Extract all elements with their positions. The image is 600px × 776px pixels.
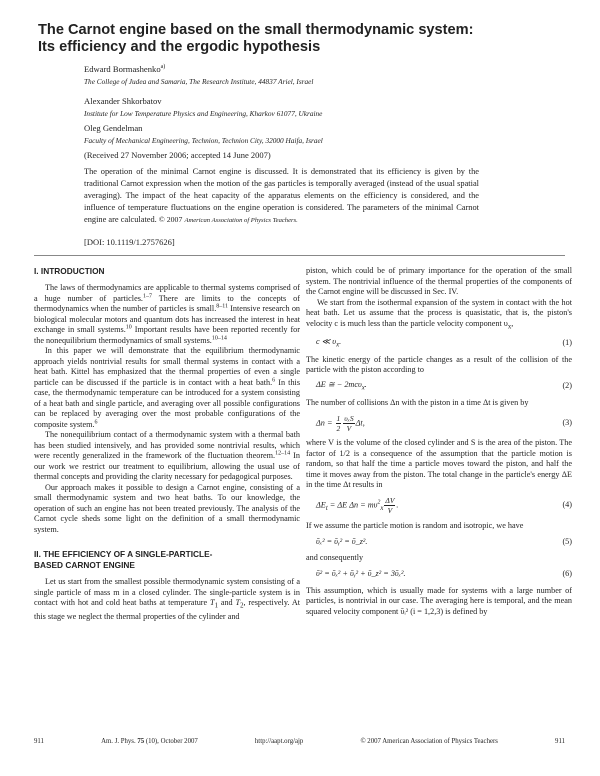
paragraph: This assumption, which is usually made for systems with a large number of particles, is nontrivial in our case. The averaging here is temporal, and the mean squared velocity component ῡᵢ² (i = 1,2,3) is defined by bbox=[306, 585, 572, 616]
citation[interactable]: 8–11 bbox=[216, 303, 229, 310]
title-line-2: Its efficiency and the ergodic hypothesis bbox=[38, 39, 321, 55]
citation[interactable]: 12–14 bbox=[275, 450, 291, 457]
author-1 bbox=[84, 64, 165, 74]
paragraph: If we assume the particle motion is random and isotropic, we have bbox=[306, 520, 524, 530]
paragraph: The number of collisions Δn with the piston in a time Δt is given by bbox=[306, 397, 529, 407]
section-divider bbox=[34, 255, 565, 256]
abstract-copyright-holder: American Association of Physics Teachers. bbox=[184, 216, 298, 224]
equation-number: (2) bbox=[562, 381, 572, 391]
citation[interactable]: 10 bbox=[125, 324, 132, 331]
equation-5: ῡₓ² = ῡᵧ² = ῡ_z². (5) bbox=[316, 536, 572, 546]
left-column bbox=[34, 266, 300, 623]
paragraph: The kinetic energy of the particle changes as a result of the collision of the particle with the piston according to bbox=[306, 354, 572, 375]
doi-link[interactable]: [DOI: 10.1119/1.2757626] bbox=[84, 237, 175, 247]
author-name: Edward Bormashenko bbox=[84, 64, 161, 74]
abstract bbox=[84, 166, 479, 227]
paragraph: In this paper we will demonstrate that the equilibrium thermodynamic approach yields nontrivial results for small thermal systems in contact with a heat bath. Kittel has emphasized that the thermal properties of even a single particle can be discussed if the particle is in contact with a heat bath.$^6$ In this case, the thermodynamic temperature can be introduced for a system consisting of a heat bath and single particle, and averaging over all possible configurations can be replaced by averaging over the most probable configurations of the composite system.$^6$ bbox=[34, 346, 300, 429]
author-footnote-mark[interactable]: a) bbox=[160, 64, 166, 71]
paragraph: where V is the volume of the closed cylinder and S is the area of the piston. The factor of 1/2 is a consequence of the assumption that the particle motion is random, so that half the time a particle moves toward the piston, and half the time it moves away from the piston. The total change in the particle's energy ΔE in the time Δt results in bbox=[306, 438, 572, 490]
page-number-left: 911 bbox=[34, 738, 44, 745]
equation-3: Δn = $\frac{1}{2}$ $\frac{\text{υₓS}}{V}$ Δt, (3) bbox=[316, 413, 572, 433]
equation-4: $\Delta E_t = \Delta E$ $\Delta n = m\upsilon^2_x$ $\frac{\Delta V}{V}$ . (4) bbox=[316, 496, 572, 516]
right-column bbox=[306, 266, 572, 617]
received-dates: (Received 27 November 2006; accepted 14 June 2007) bbox=[84, 150, 271, 160]
equation-number: (6) bbox=[562, 569, 572, 579]
equation-2: ΔE ≅ − 2mcυ$_x$. (2) bbox=[316, 379, 572, 392]
equation-6: ῡ² = ῡₓ² + ῡᵧ² + ῡ_z² = 3ῡₓ². (6) bbox=[316, 569, 572, 579]
citation[interactable]: 6 bbox=[272, 376, 276, 383]
citation[interactable]: 6 bbox=[94, 418, 98, 425]
citation[interactable]: 10–14 bbox=[211, 334, 227, 341]
affiliation-1: The College of Judea and Samaria, The Research Institute, 44837 Ariel, Israel bbox=[84, 77, 314, 86]
paper-title bbox=[38, 22, 558, 56]
author-3: Oleg Gendelman bbox=[84, 123, 143, 133]
equation-number: (4) bbox=[562, 500, 572, 510]
section-heading-efficiency: II. THE EFFICIENCY OF A SINGLE-PARTICLE- BASED CARNOT ENGINE bbox=[34, 549, 213, 570]
citation[interactable]: 1–7 bbox=[142, 292, 152, 299]
paragraph: The nonequilibrium contact of a thermodynamic system with a thermal bath has been studied intensively, and has provided some nontrivial results, which were recently generalized in the framework of the fluctuation theorem.$^{12-14}$ In our work we restrict our treatment to equilibrium, allowing the usual use of thermal concepts and providing the clarity necessary for pedagogical purposes. bbox=[34, 430, 301, 481]
page-footer bbox=[34, 738, 565, 745]
title-line-1: The Carnot engine based on the small thermodynamic system: bbox=[38, 22, 474, 38]
equation-number: (3) bbox=[562, 417, 572, 427]
journal-url[interactable]: http://aapt.org/ajp bbox=[254, 738, 304, 745]
abstract-text: The operation of the minimal Carnot engine is discussed. It is demonstrated that its efficiency is given by the traditional Carnot expression when the motion of the gas particles is temporally averaged (instead of the usual spatial averaging). The impact of the heat capacity of the apparatus elements on the efficiency is considered, and the influence of temperature fluctuations on the engine operation is considered. The parameters of the minimal Carnot engine are calculated. bbox=[84, 167, 479, 224]
equation-1: c ≪ $\upsilon_x$. (1) bbox=[316, 336, 572, 349]
affiliation-3: Faculty of Mechanical Engineering, Technion, Technion City, 32000 Haifa, Israel bbox=[84, 136, 323, 145]
journal-citation: Am. J. Phys. 75 (10), October 2007 bbox=[101, 738, 198, 745]
paragraph: piston, which could be of primary importance for the operation of the small system. The nontrivial influence of the thermal properties of the components of the Carnot engine will be discussed in Sec. IV. bbox=[306, 266, 572, 296]
section-heading-introduction: I. INTRODUCTION bbox=[34, 266, 105, 276]
footer-copyright: © 2007 American Association of Physics Teachers bbox=[360, 738, 498, 745]
equation-number: (1) bbox=[562, 338, 572, 348]
paragraph: We start from the isothermal expansion of the system in contact with the hot heat bath. Let us assume that the process is quasistatic, that is, the piston's velocity c is much less than the particle velocity component $\upsilon_x$, bbox=[306, 297, 572, 331]
paragraph: Let us start from the smallest possible thermodynamic system consisting of a single particle of mass m in a closed cylinder. The single-particle system is in contact with hot and cold heat baths at temperature $T_1$ and $T_2$, respectively. At this stage we neglect the thermal properties of the cylinder and bbox=[34, 577, 301, 622]
page-number-right: 911 bbox=[555, 738, 565, 745]
equation-number: (5) bbox=[562, 536, 572, 546]
paragraph: The laws of thermodynamics are applicable to thermal systems comprised of a huge number of particles.$^{1-7}$ There are limits to the concepts of thermodynamics when the number of particles is small.$^{8-11}$ Intensive research on biological molecular motors and quantum dots has increased the interest in heat exchange in small systems.$^{10}$ Important results have been reported recently for the nonequilibrium thermodynamics of small systems.$^{10-14}$ bbox=[34, 283, 301, 345]
affiliation-2: Institute for Low Temperature Physics and Engineering, Kharkov 61077, Ukraine bbox=[84, 109, 323, 118]
paragraph: Our approach makes it possible to design a Carnot engine, consisting of a small thermodynamic system and two heat baths. To our knowledge, the operation of such an engine has not been treated previously. The analysis of the Carnot cycle sheds some light on the definition of a small thermodynamic system. bbox=[34, 482, 300, 534]
paragraph: and consequently bbox=[306, 553, 364, 563]
abstract-copyright: © 2007 bbox=[158, 214, 183, 224]
author-2: Alexander Shkorbatov bbox=[84, 96, 162, 106]
